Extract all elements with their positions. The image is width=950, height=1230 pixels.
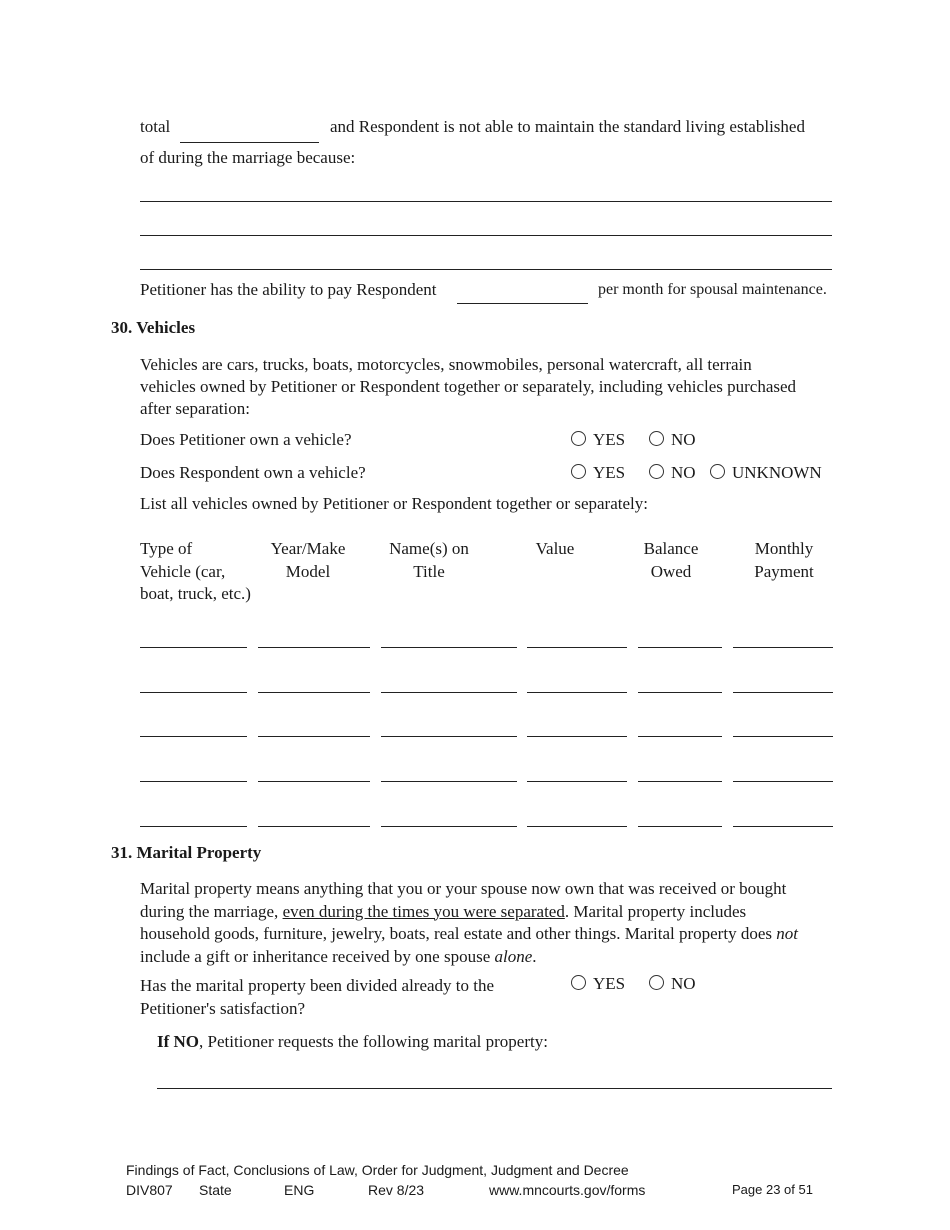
petitioner-vehicle-question: Does Petitioner own a vehicle? [140, 430, 352, 449]
vehicle-row-1-type-field[interactable] [140, 647, 247, 648]
total-tail-text: and Respondent is not able to maintain the standard living established [330, 117, 805, 136]
vehicle-row-5-names-field[interactable] [381, 826, 517, 827]
option-label: NO [671, 463, 696, 482]
col-value-header: Value [535, 539, 575, 558]
vehicle-row-2-names-field[interactable] [381, 692, 517, 693]
col-names-header: Name(s) on Title [389, 539, 469, 581]
reason-line-3[interactable] [140, 269, 832, 270]
vehicle-row-4-yearmake-field[interactable] [258, 781, 370, 782]
vehicle-row-4-balance-field[interactable] [638, 781, 722, 782]
vehicles-intro-line-1: Vehicles are cars, trucks, boats, motorcycles, snowmobiles, personal watercraft, all terrain [140, 355, 752, 374]
respondent-vehicle-question: Does Respondent own a vehicle? [140, 463, 366, 482]
option-label: UNKNOWN [732, 463, 822, 482]
respondent-vehicle-no-option[interactable] [649, 463, 696, 483]
vehicle-row-3-monthly-field[interactable] [733, 736, 833, 737]
vehicle-row-1-names-field[interactable] [381, 647, 517, 648]
vehicle-row-1-monthly-field[interactable] [733, 647, 833, 648]
radio-icon[interactable] [649, 431, 664, 446]
marital-divided-yes-option[interactable] [571, 974, 625, 994]
vehicle-row-3-value-field[interactable] [527, 736, 627, 737]
reason-line-1[interactable] [140, 201, 832, 202]
radio-icon[interactable] [571, 431, 586, 446]
if-no-text: If NO, Petitioner requests the following marital property: [157, 1032, 548, 1051]
vehicle-row-4-monthly-field[interactable] [733, 781, 833, 782]
vehicle-row-1-balance-field[interactable] [638, 647, 722, 648]
vehicle-row-3-yearmake-field[interactable] [258, 736, 370, 737]
col-monthly-header: Monthly Payment [754, 539, 814, 581]
vehicle-row-1-yearmake-field[interactable] [258, 647, 370, 648]
footer-form-number: DIV807 [126, 1182, 173, 1198]
pay-label: Petitioner has the ability to pay Respondent [140, 280, 437, 299]
radio-icon[interactable] [571, 975, 586, 990]
pay-tail-text: per month for spousal maintenance. [598, 281, 827, 298]
radio-icon[interactable] [571, 464, 586, 479]
footer-language: ENG [284, 1182, 315, 1198]
vehicle-row-5-value-field[interactable] [527, 826, 627, 827]
vehicle-row-5-monthly-field[interactable] [733, 826, 833, 827]
vehicle-row-4-type-field[interactable] [140, 781, 247, 782]
option-label: YES [593, 430, 626, 449]
vehicles-list-label: List all vehicles owned by Petitioner or Respondent together or separately: [140, 494, 648, 513]
vehicle-row-5-type-field[interactable] [140, 826, 247, 827]
footer-revision: Rev 8/23 [368, 1182, 425, 1198]
total-label: total [140, 117, 171, 136]
option-label: NO [671, 430, 696, 449]
footer-url[interactable]: www.mncourts.gov/forms [489, 1182, 646, 1198]
radio-icon[interactable] [649, 464, 664, 479]
footer-title: Findings of Fact, Conclusions of Law, Order for Judgment, Judgment and Decree [126, 1162, 629, 1178]
marital-divided-question: Has the marital property been divided already to the Petitioner's satisfaction? [140, 976, 495, 1018]
vehicles-intro-line-3: after separation: [140, 399, 250, 418]
marital-description: Marital property means anything that you or your spouse now own that was received or bought during the marriage, even during the times you were separated. Marital property includes household goods, furniture, jewelry, boats, real estate and other things. Marital property does not include a gift or inheritance received by one spouse alone. [140, 879, 798, 966]
vehicle-row-3-type-field[interactable] [140, 736, 247, 737]
petitioner-vehicle-yes-option[interactable] [571, 430, 625, 450]
vehicle-row-2-monthly-field[interactable] [733, 692, 833, 693]
vehicle-row-2-type-field[interactable] [140, 692, 247, 693]
vehicle-row-5-balance-field[interactable] [638, 826, 722, 827]
marital-heading: 31. Marital Property [111, 843, 262, 862]
vehicle-row-3-balance-field[interactable] [638, 736, 722, 737]
option-label: YES [593, 974, 626, 993]
respondent-vehicle-yes-option[interactable] [571, 463, 625, 483]
radio-icon[interactable] [649, 975, 664, 990]
option-label: NO [671, 974, 696, 993]
vehicle-row-2-balance-field[interactable] [638, 692, 722, 693]
col-balance-header: Balance Owed [643, 539, 699, 581]
respondent-vehicle-unknown-option[interactable] [710, 463, 822, 483]
vehicles-intro-line-2: vehicles owned by Petitioner or Respondent together or separately, including vehicles purchased [140, 377, 797, 396]
col-type-header: Type of Vehicle (car, boat, truck, etc.) [140, 539, 251, 603]
vehicles-heading: 30. Vehicles [111, 318, 196, 337]
marital-request-line[interactable] [157, 1088, 832, 1089]
vehicle-row-5-yearmake-field[interactable] [258, 826, 370, 827]
total-tail-text-2: of during the marriage because: [140, 148, 356, 167]
radio-icon[interactable] [710, 464, 725, 479]
pay-amount-field[interactable] [457, 283, 588, 304]
marital-divided-no-option[interactable] [649, 974, 696, 994]
vehicle-row-2-value-field[interactable] [527, 692, 627, 693]
vehicle-row-1-value-field[interactable] [527, 647, 627, 648]
vehicle-row-4-value-field[interactable] [527, 781, 627, 782]
vehicle-row-4-names-field[interactable] [381, 781, 517, 782]
petitioner-vehicle-no-option[interactable] [649, 430, 696, 450]
footer-page-number: Page 23 of 51 [732, 1182, 813, 1197]
option-label: YES [593, 463, 626, 482]
reason-line-2[interactable] [140, 235, 832, 236]
vehicle-row-2-yearmake-field[interactable] [258, 692, 370, 693]
footer-state: State [199, 1182, 232, 1198]
col-yearmake-header: Year/Make Model [270, 539, 346, 581]
total-field[interactable] [180, 122, 319, 143]
vehicle-row-3-names-field[interactable] [381, 736, 517, 737]
